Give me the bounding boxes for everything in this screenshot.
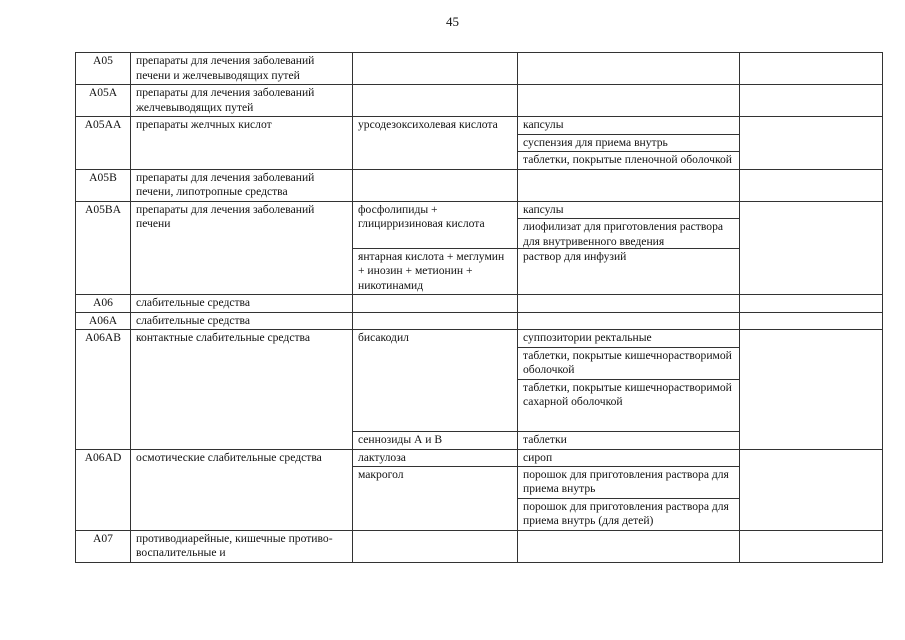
form-cell — [518, 295, 740, 313]
atc-group: слабительные средства — [131, 312, 353, 330]
substance-cell — [353, 295, 518, 313]
dosage-form: сироп — [523, 450, 553, 464]
table-row — [76, 53, 883, 85]
substance-name: янтарная кислота + меглумин + инозин + метионин + никотинамид — [358, 249, 505, 292]
table-row — [76, 201, 883, 295]
atc-group: противодиарейные, кишечные противо-воспалительные и — [131, 530, 353, 562]
note-cell — [740, 169, 883, 201]
atc-group: препараты желчных кислот — [131, 117, 353, 170]
atc-group: слабительные средства — [131, 295, 353, 313]
atc-group: препараты для лечения заболеваний печени, липотропные средства — [131, 169, 353, 201]
atc-code: A06AD — [76, 449, 131, 530]
dosage-form: порошок для приготовления раствора для приема внутрь — [523, 467, 729, 495]
note-cell — [740, 295, 883, 313]
table-row — [76, 117, 883, 170]
substance-cell: урсодезоксихолевая кислота — [353, 117, 518, 170]
dosage-form: лиофилизат для приготовления раствора для внутривенного введения — [518, 218, 739, 250]
atc-group: препараты для лечения заболеваний печени — [131, 201, 353, 295]
table-row — [76, 330, 883, 450]
table-row — [76, 169, 883, 201]
atc-code: A05BA — [76, 201, 131, 295]
atc-group: осмотические слабительные средства — [131, 449, 353, 530]
dosage-form: капсулы — [523, 118, 564, 131]
atc-code: A06A — [76, 312, 131, 330]
atc-group: препараты для лечения заболеваний печени и желчевыводящих путей — [131, 53, 353, 85]
dosage-form: суспензия для приема внутрь — [518, 134, 739, 152]
substance-name: лактулоза — [358, 450, 406, 464]
note-cell — [740, 117, 883, 170]
note-cell — [740, 85, 883, 117]
table-row — [76, 449, 883, 530]
form-cell — [518, 330, 740, 450]
atc-group: препараты для лечения заболеваний желчевыводящих путей — [131, 85, 353, 117]
substance-cell — [353, 330, 518, 450]
atc-code: A06 — [76, 295, 131, 313]
note-cell — [740, 312, 883, 330]
dosage-form: порошок для приготовления раствора для приема внутрь (для детей) — [518, 498, 739, 530]
form-cell — [518, 85, 740, 117]
form-cell — [518, 449, 740, 530]
atc-code: A05A — [76, 85, 131, 117]
form-cell — [518, 169, 740, 201]
dosage-form: таблетки, покрытые пленочной оболочкой — [518, 151, 739, 169]
substance-cell — [353, 169, 518, 201]
table-row — [76, 530, 883, 562]
form-cell — [518, 201, 740, 295]
substance-cell — [353, 530, 518, 562]
table-row — [76, 85, 883, 117]
dosage-form: капсулы — [523, 202, 564, 216]
substance-cell — [353, 449, 518, 530]
table-row — [76, 312, 883, 330]
form-cell — [518, 530, 740, 562]
form-cell — [518, 312, 740, 330]
substance-name: бисакодил — [358, 331, 409, 344]
substance-cell — [353, 85, 518, 117]
atc-code: A07 — [76, 530, 131, 562]
drug-table — [75, 52, 883, 563]
note-cell — [740, 330, 883, 450]
page-number: 45 — [446, 14, 459, 29]
substance-name: фосфолипиды + глицирризиновая кислота — [358, 202, 485, 230]
note-cell — [740, 201, 883, 295]
dosage-form: таблетки — [523, 433, 567, 446]
dosage-form: таблетки, покрытые кишечнорастворимой оболочкой — [518, 347, 739, 379]
atc-code: A06AB — [76, 330, 131, 450]
atc-code: A05B — [76, 169, 131, 201]
atc-group: контактные слабительные средства — [131, 330, 353, 450]
note-cell — [740, 449, 883, 530]
form-cell — [518, 53, 740, 85]
dosage-form: суппозитории ректальные — [523, 331, 652, 344]
atc-code: A05 — [76, 53, 131, 85]
dosage-form: раствор для инфузий — [523, 249, 627, 263]
atc-code: A05AA — [76, 117, 131, 170]
substance-cell — [353, 312, 518, 330]
substance-name: макрогол — [358, 467, 404, 481]
form-cell — [518, 117, 740, 170]
note-cell — [740, 530, 883, 562]
substance-name: сеннозиды А и В — [358, 433, 443, 446]
substance-cell — [353, 53, 518, 85]
table-row — [76, 295, 883, 313]
note-cell — [740, 53, 883, 85]
substance-cell — [353, 201, 518, 295]
dosage-form: таблетки, покрытые кишечнорастворимой сахарной оболочкой — [518, 379, 739, 411]
